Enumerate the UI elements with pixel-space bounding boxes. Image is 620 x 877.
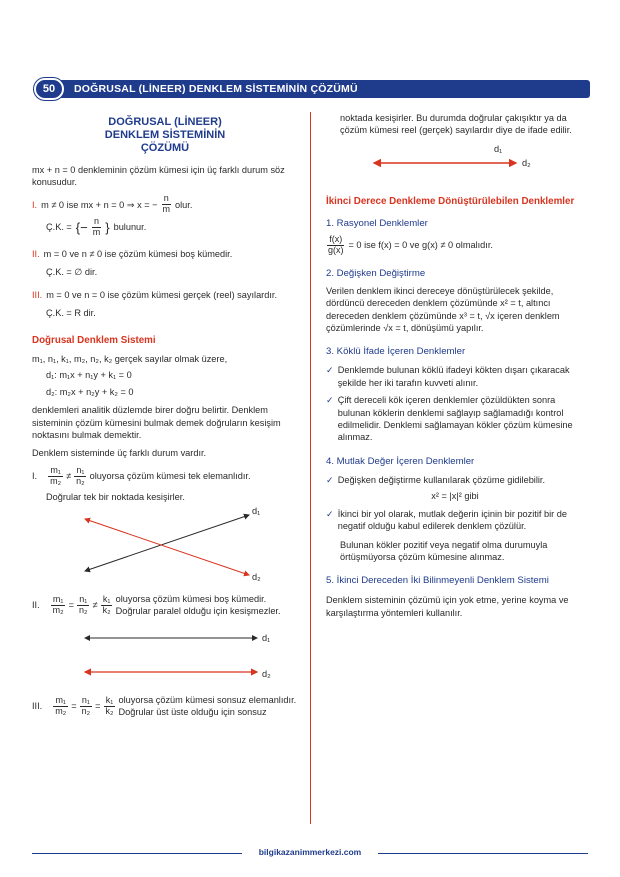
case3-ck: Ç.K. = R dir. [46, 308, 96, 319]
system-case2 [32, 593, 298, 618]
check-icon: ✓ [326, 508, 334, 519]
s1-label: I. [32, 471, 38, 481]
s2-frac-k [101, 595, 113, 616]
s1-m2: m₂ [50, 475, 62, 486]
equation-2: d₂: m₂x + n₂y + k₂ = 0 [46, 386, 134, 397]
system-case1 [32, 466, 298, 487]
system-intro: m₁, n₁, k₁, m₂, n₂, k₂ gerçek sayılar olmak üzere, [32, 353, 228, 364]
sub4-title: 4. Mutlak Değer İçeren Denklemler [326, 455, 475, 467]
sub1-frac-den: g(x) [328, 244, 344, 255]
sub1-frac [326, 235, 346, 256]
sub4-item1-text: Değişken değiştirme kullanılarak çözüme gidilebilir. [337, 474, 546, 485]
parallel-label-d1: d₁ [262, 632, 271, 643]
s2-k2: k₂ [102, 604, 111, 615]
sub3-item1-text: Denklemde bulunan köklü ifadeyi kökten dışarı çıkaracak şekilde her iki tarafın kuvveti alınır. [337, 365, 570, 388]
s2-n1: n₁ [79, 594, 88, 605]
line-d1 [85, 515, 249, 571]
coincident-label-d1: d₁ [494, 143, 503, 154]
sub3-item2-text: Çift dereceli kök içeren denklemler çözüldükten sonra bulunan köklerin denklemi sağlayıp sağlamadığı kontrol edilmelidir. Denklemi sağlamayan kökler çözüm kümesine alınmaz. [337, 395, 573, 443]
intro-text: mx + n = 0 denkleminin çözüm kümesi için üç farklı durum söz konusudur. [32, 164, 285, 187]
case1-frac [161, 194, 173, 215]
s3-n1: n₁ [81, 694, 90, 705]
column-divider [310, 112, 311, 824]
case1-ck-set-r: } [105, 219, 110, 235]
case1-ck-end: bulunur. [113, 222, 147, 233]
case2 [32, 248, 298, 260]
system-description: denklemleri analitik düzlemde birer doğru belirtir. Denklem sisteminin çözüm kümesini bulmak demek doğruların kesişim noktasını bulmak demektir. [32, 405, 281, 440]
s2-frac-n [77, 595, 90, 616]
s1-rel: ≠ [66, 471, 72, 481]
s2-ne: ≠ [92, 600, 98, 611]
sub5-title: 5. İkinci Dereceden İki Bilinmeyenli Denklem Sistemi [326, 575, 549, 587]
case3-text: m = 0 ve n = 0 ise çözüm kümesi gerçek (reel) sayılardır. [46, 289, 278, 300]
case1-frac-den: m [162, 204, 171, 215]
s3-frac-k [103, 696, 115, 717]
sub2-title: 2. Değişken Değiştirme [326, 267, 426, 279]
case1-frac-num: n [163, 193, 169, 204]
s3-eq1: = [71, 701, 77, 712]
line-d2 [85, 519, 249, 575]
sub1-title: 1. Rasyonel Denklemler [326, 218, 428, 230]
three-cases-text: Denklem sisteminde üç farklı durum vardır. [32, 448, 207, 459]
coincident-lines-figure [326, 143, 584, 179]
case3 [32, 289, 298, 301]
sub1-formula [326, 235, 584, 256]
coincident-label-d2: d₂ [522, 157, 531, 168]
sub3-item2 [326, 394, 584, 444]
s2-m2: m₂ [52, 604, 64, 615]
sub4-note: Bulunan kökler pozitif veya negatif olma durumuyla örtüşmüyorsa çözüm kümesine alınmaz. [340, 539, 548, 562]
case1-ck-set-l: {− [75, 219, 88, 235]
parallel-label-d2: d₂ [262, 668, 271, 679]
case1-label: I. [32, 199, 38, 210]
sub1-text: = 0 ise f(x) = 0 ve g(x) ≠ 0 olmalıdır. [348, 240, 493, 251]
s2-label: II. [32, 600, 40, 611]
s1-frac-n [74, 466, 87, 487]
s1-n1: n₁ [76, 464, 85, 475]
s3-frac-n [80, 696, 93, 717]
s2-frac-m [51, 595, 66, 616]
s1-m1: m₁ [50, 464, 61, 475]
case1 [32, 194, 298, 215]
footer-line-left [32, 853, 242, 854]
s3-n2: n₂ [81, 705, 91, 716]
sub3-title: 3. Köklü İfade İçeren Denklemler [326, 346, 466, 358]
s1-text: oluyorsa çözüm kümesi tek elemanlıdır. [89, 471, 251, 481]
s3-k1: k₁ [105, 694, 114, 705]
sub1-frac-num: f(x) [329, 234, 343, 244]
system-case3 [32, 694, 298, 719]
page-number: 50 [34, 78, 64, 100]
sub4-item2-text: İkinci bir yol olarak, mutlak değerin içinin bir pozitif bir de negatif olduğu kabul edilerek denklem çözülür. [337, 508, 567, 532]
s2-text: oluyorsa çözüm kümesi boş kümedir. Doğrular paralel olduğu için kesişmezler. [115, 594, 281, 617]
case2-label: II. [32, 248, 40, 259]
check-icon: ✓ [326, 365, 334, 376]
right-column [326, 112, 584, 619]
case2-ck: Ç.K. = ∅ dir. [46, 267, 98, 278]
s3-text: oluyorsa çözüm kümesi sonsuz elemanlıdır. Doğrular üst üste olduğu için sonsuz [118, 694, 297, 718]
sub4-item1 [326, 474, 584, 486]
intersecting-lines-svg [77, 509, 277, 579]
label-d1: d₁ [252, 506, 261, 517]
header-title: DOĞRUSAL (LİNEER) DENKLEM SİSTEMİNİN ÇÖZÜMÜ [74, 83, 358, 95]
footer-site: bilgikazanimmerkezi.com [258, 847, 362, 857]
intersecting-lines-figure [32, 506, 298, 583]
case1-text: m ≠ 0 ise mx + n = 0 ⇒ x = − [41, 199, 158, 210]
s1-n2: n₂ [76, 475, 85, 486]
s3-k2: k₂ [105, 705, 114, 716]
case1-end: olur. [175, 199, 193, 210]
s2-n2: n₂ [79, 604, 88, 615]
case1-ck-pre: Ç.K. = [46, 222, 72, 233]
check-icon: ✓ [326, 395, 334, 406]
s3-m1: m₁ [55, 694, 66, 705]
footer-line-right [378, 853, 588, 854]
s2-eq: = [68, 600, 75, 611]
continued-text: noktada kesişirler. Bu durumda doğrular çakışıktır ya da çözüm kümesi reel (gerçek) sayılardır diye de ifade edilir. [340, 113, 572, 136]
parallel-lines-figure [32, 622, 298, 684]
left-heading: DOĞRUSAL (LİNEER) DENKLEM SİSTEMİNİN ÇÖZÜMÜ [104, 116, 226, 155]
check-icon: ✓ [326, 474, 334, 485]
page-header [30, 78, 590, 100]
right-section-title: İkinci Derece Denkleme Dönüştürülebilen Denklemler [326, 195, 575, 207]
sub3-item1 [326, 364, 584, 389]
case1-ck-frac [91, 217, 103, 238]
s3-label: III. [32, 701, 43, 712]
label-d2: d₂ [252, 572, 261, 583]
s3-eq2: = [95, 701, 101, 712]
case1-ck [32, 217, 298, 238]
s2-k1: k₁ [102, 594, 111, 605]
case2-text: m = 0 ve n ≠ 0 ise çözüm kümesi boş kümedir. [43, 248, 233, 259]
parallel-lines-svg [77, 622, 277, 684]
s3-m2: m₂ [55, 705, 67, 716]
sub4-formula: x² = |x|² gibi [431, 491, 479, 502]
s1-note: Doğrular tek bir noktada kesişirler. [46, 491, 185, 502]
section-title-system: Doğrusal Denklem Sistemi [32, 334, 156, 346]
sub4-item2 [326, 508, 584, 533]
case3-label: III. [32, 289, 43, 300]
case1-ck-frac-num: n [93, 216, 99, 227]
equation-1: d₁: m₁x + n₁y + k₁ = 0 [46, 370, 132, 381]
sub2-text: Verilen denklem ikinci dereceye dönüştürülecek şekilde, dördüncü dereceden denklem çözümünde x² = t, altıncı dereceden denklem çözümünde x³ = t, √x içeren denklem çözümlerinde √x = t, dönüşümü yapılır. [326, 285, 560, 333]
coincident-lines-svg [366, 149, 566, 179]
case1-ck-frac-den: m [92, 227, 101, 238]
s3-frac-m [53, 696, 68, 717]
s2-m1: m₁ [52, 594, 64, 605]
s1-frac-m [48, 466, 63, 487]
left-column [32, 112, 298, 719]
sub5-text: Denklem sisteminin çözümü için yok etme, yerine koyma ve karşılaştırma yöntemleri kullanılır. [326, 595, 569, 618]
